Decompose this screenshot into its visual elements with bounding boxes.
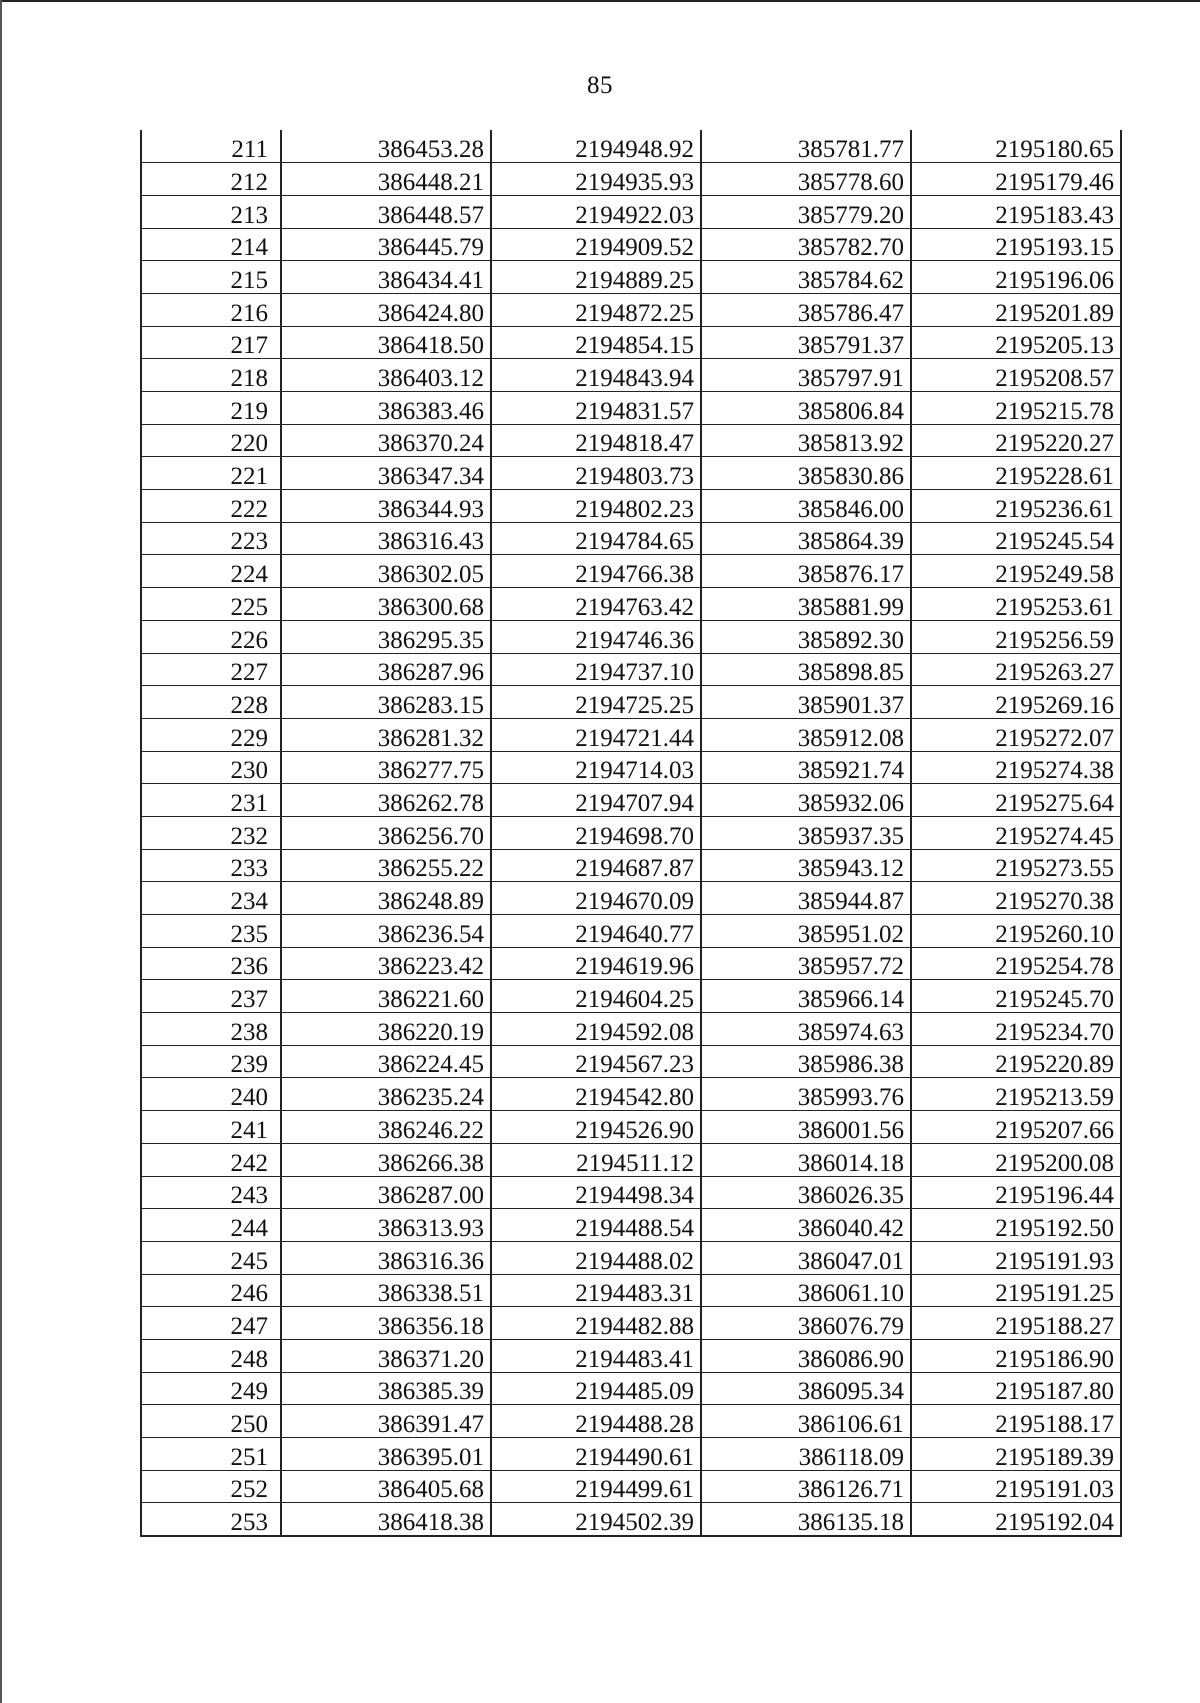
table-row — [141, 751, 1121, 784]
table-row — [141, 326, 1121, 359]
coordinate-cell: 385986.38 — [701, 1045, 911, 1078]
coordinate-cell: 386448.57 — [281, 195, 491, 228]
coordinate-cell: 2194784.65 — [491, 522, 701, 555]
point-number-cell: 231 — [141, 784, 281, 817]
coordinate-cell: 2194490.61 — [491, 1438, 701, 1471]
coordinate-cell: 2194488.54 — [491, 1209, 701, 1242]
coordinate-cell: 385966.14 — [701, 980, 911, 1013]
table-row — [141, 882, 1121, 915]
coordinate-cell: 2195205.13 — [911, 326, 1121, 359]
coordinate-cell: 2194766.38 — [491, 555, 701, 588]
coordinate-cell: 2194698.70 — [491, 816, 701, 849]
coordinate-cell: 2195187.80 — [911, 1372, 1121, 1405]
coordinate-cell: 386418.50 — [281, 326, 491, 359]
coordinate-cell: 386424.80 — [281, 293, 491, 326]
table-row — [141, 980, 1121, 1013]
coordinate-cell: 386448.21 — [281, 163, 491, 196]
coordinate-cell: 2195207.66 — [911, 1111, 1121, 1144]
coordinate-cell: 2194843.94 — [491, 359, 701, 392]
coordinate-cell: 385943.12 — [701, 849, 911, 882]
coordinate-cell: 2195186.90 — [911, 1339, 1121, 1372]
coordinate-cell: 2195236.61 — [911, 490, 1121, 523]
coordinate-cell: 386236.54 — [281, 915, 491, 948]
point-number-cell: 252 — [141, 1470, 281, 1503]
point-number-cell: 234 — [141, 882, 281, 915]
coordinate-cell: 2195191.03 — [911, 1470, 1121, 1503]
coordinate-cell: 2195188.27 — [911, 1307, 1121, 1340]
coordinate-cell: 385901.37 — [701, 686, 911, 719]
coordinate-cell: 2195192.50 — [911, 1209, 1121, 1242]
coordinate-cell: 2195274.45 — [911, 816, 1121, 849]
coordinate-cell: 2194488.28 — [491, 1405, 701, 1438]
table-row — [141, 588, 1121, 621]
coordinate-cell: 2194746.36 — [491, 620, 701, 653]
coordinate-cell: 385898.85 — [701, 653, 911, 686]
coordinate-cell: 2194803.73 — [491, 457, 701, 490]
table-row — [141, 359, 1121, 392]
coordinate-cell: 386014.18 — [701, 1143, 911, 1176]
coordinate-cell: 385876.17 — [701, 555, 911, 588]
point-number-cell: 230 — [141, 751, 281, 784]
coordinate-cell: 386277.75 — [281, 751, 491, 784]
coordinate-cell: 386040.42 — [701, 1209, 911, 1242]
coordinate-cell: 386300.68 — [281, 588, 491, 621]
coordinate-cell: 2195275.64 — [911, 784, 1121, 817]
coordinate-cell: 2195208.57 — [911, 359, 1121, 392]
point-number-cell: 226 — [141, 620, 281, 653]
table-row — [141, 1405, 1121, 1438]
point-number-cell: 237 — [141, 980, 281, 1013]
coordinate-cell: 2194483.41 — [491, 1339, 701, 1372]
coordinate-cell: 386026.35 — [701, 1176, 911, 1209]
coordinate-cell: 385786.47 — [701, 293, 911, 326]
coordinate-cell: 386445.79 — [281, 228, 491, 261]
coordinate-cell: 2195254.78 — [911, 947, 1121, 980]
coordinate-cell: 385781.77 — [701, 130, 911, 163]
coordinate-cell: 386220.19 — [281, 1013, 491, 1046]
point-number-cell: 247 — [141, 1307, 281, 1340]
coordinate-cell: 385937.35 — [701, 816, 911, 849]
point-number-cell: 253 — [141, 1503, 281, 1536]
table-row — [141, 1176, 1121, 1209]
point-number-cell: 240 — [141, 1078, 281, 1111]
coordinate-cell: 2195273.55 — [911, 849, 1121, 882]
table-row — [141, 915, 1121, 948]
coordinate-cell: 385892.30 — [701, 620, 911, 653]
coordinate-cell: 386248.89 — [281, 882, 491, 915]
table-row — [141, 947, 1121, 980]
table-row — [141, 1241, 1121, 1274]
coordinate-cell: 385782.70 — [701, 228, 911, 261]
point-number-cell: 217 — [141, 326, 281, 359]
coordinate-cell: 2195191.25 — [911, 1274, 1121, 1307]
table-row — [141, 228, 1121, 261]
point-number-cell: 229 — [141, 718, 281, 751]
coordinate-cell: 2194485.09 — [491, 1372, 701, 1405]
coordinate-cell: 2195213.59 — [911, 1078, 1121, 1111]
coordinate-cell: 2194948.92 — [491, 130, 701, 163]
coordinate-cell: 386316.36 — [281, 1241, 491, 1274]
point-number-cell: 244 — [141, 1209, 281, 1242]
table-row — [141, 1111, 1121, 1144]
coordinate-cell: 2195249.58 — [911, 555, 1121, 588]
coordinate-cell: 2195193.15 — [911, 228, 1121, 261]
coordinate-cell: 386405.68 — [281, 1470, 491, 1503]
coordinate-cell: 386255.22 — [281, 849, 491, 882]
coordinate-cell: 2195183.43 — [911, 195, 1121, 228]
coordinate-cell: 386302.05 — [281, 555, 491, 588]
coordinate-cell: 2194935.93 — [491, 163, 701, 196]
coordinate-cell: 385806.84 — [701, 392, 911, 425]
coordinate-cell: 2195263.27 — [911, 653, 1121, 686]
coordinate-cell: 385957.72 — [701, 947, 911, 980]
table-row — [141, 555, 1121, 588]
point-number-cell: 246 — [141, 1274, 281, 1307]
point-number-cell: 242 — [141, 1143, 281, 1176]
coordinate-cell: 2195256.59 — [911, 620, 1121, 653]
coordinate-cell: 386126.71 — [701, 1470, 911, 1503]
point-number-cell: 239 — [141, 1045, 281, 1078]
coordinate-cell: 386095.34 — [701, 1372, 911, 1405]
coordinate-cell: 2195196.06 — [911, 261, 1121, 294]
point-number-cell: 214 — [141, 228, 281, 261]
coordinate-cell: 2194499.61 — [491, 1470, 701, 1503]
coordinate-cell: 386283.15 — [281, 686, 491, 719]
coordinate-cell: 2195220.27 — [911, 424, 1121, 457]
coordinate-cell: 2194737.10 — [491, 653, 701, 686]
coordinate-cell: 2195269.16 — [911, 686, 1121, 719]
point-number-cell: 238 — [141, 1013, 281, 1046]
coordinate-cell: 385951.02 — [701, 915, 911, 948]
coordinate-cell: 386224.45 — [281, 1045, 491, 1078]
coordinate-cell: 2195228.61 — [911, 457, 1121, 490]
coordinate-cell: 386418.38 — [281, 1503, 491, 1536]
table-row — [141, 1339, 1121, 1372]
coordinate-cell: 2195196.44 — [911, 1176, 1121, 1209]
coordinate-cell: 2195179.46 — [911, 163, 1121, 196]
coordinate-cell: 386371.20 — [281, 1339, 491, 1372]
coordinate-cell: 386338.51 — [281, 1274, 491, 1307]
coordinate-cell: 2195260.10 — [911, 915, 1121, 948]
coordinate-cell: 386395.01 — [281, 1438, 491, 1471]
point-number-cell: 215 — [141, 261, 281, 294]
coordinate-cell: 2194763.42 — [491, 588, 701, 621]
point-number-cell: 245 — [141, 1241, 281, 1274]
point-number-cell: 251 — [141, 1438, 281, 1471]
coordinate-cell: 386287.96 — [281, 653, 491, 686]
coordinate-cell: 385993.76 — [701, 1078, 911, 1111]
table-row — [141, 424, 1121, 457]
coordinate-cell: 2195191.93 — [911, 1241, 1121, 1274]
coordinate-cell: 385779.20 — [701, 195, 911, 228]
coordinate-cell: 2194818.47 — [491, 424, 701, 457]
coordinate-cell: 386383.46 — [281, 392, 491, 425]
coordinate-cell: 2195192.04 — [911, 1503, 1121, 1536]
table-row — [141, 1143, 1121, 1176]
coordinate-cell: 386221.60 — [281, 980, 491, 1013]
coordinate-cell: 386356.18 — [281, 1307, 491, 1340]
coordinate-cell: 386246.22 — [281, 1111, 491, 1144]
coordinate-cell: 2195220.89 — [911, 1045, 1121, 1078]
point-number-cell: 219 — [141, 392, 281, 425]
coordinate-cell: 2194889.25 — [491, 261, 701, 294]
coordinate-cell: 386344.93 — [281, 490, 491, 523]
coordinate-cell: 386262.78 — [281, 784, 491, 817]
point-number-cell: 220 — [141, 424, 281, 457]
point-number-cell: 243 — [141, 1176, 281, 1209]
coordinate-cell: 2194526.90 — [491, 1111, 701, 1144]
point-number-cell: 249 — [141, 1372, 281, 1405]
table-row — [141, 392, 1121, 425]
table-row — [141, 1372, 1121, 1405]
table-row — [141, 1307, 1121, 1340]
coordinate-cell: 2194488.02 — [491, 1241, 701, 1274]
coordinate-cell: 2194854.15 — [491, 326, 701, 359]
page-number: 85 — [587, 72, 613, 99]
coordinate-cell: 2194640.77 — [491, 915, 701, 948]
coordinate-cell: 2194725.25 — [491, 686, 701, 719]
point-number-cell: 222 — [141, 490, 281, 523]
coordinate-cell: 2194542.80 — [491, 1078, 701, 1111]
coordinate-cell: 385784.62 — [701, 261, 911, 294]
point-number-cell: 235 — [141, 915, 281, 948]
coordinate-cell: 2195189.39 — [911, 1438, 1121, 1471]
coordinate-cell: 386235.24 — [281, 1078, 491, 1111]
table-row — [141, 1470, 1121, 1503]
point-number-cell: 213 — [141, 195, 281, 228]
table-row — [141, 620, 1121, 653]
point-number-cell: 216 — [141, 293, 281, 326]
coordinate-cell: 2195215.78 — [911, 392, 1121, 425]
coordinate-cell: 386313.93 — [281, 1209, 491, 1242]
coordinate-cell: 386385.39 — [281, 1372, 491, 1405]
coordinate-cell: 385881.99 — [701, 588, 911, 621]
table-row — [141, 293, 1121, 326]
coordinate-cell: 2195245.70 — [911, 980, 1121, 1013]
coordinate-cell: 2194802.23 — [491, 490, 701, 523]
coordinate-cell: 2194502.39 — [491, 1503, 701, 1536]
point-number-cell: 224 — [141, 555, 281, 588]
point-number-cell: 236 — [141, 947, 281, 980]
coordinate-cell: 385813.92 — [701, 424, 911, 457]
point-number-cell: 225 — [141, 588, 281, 621]
coordinate-cell: 386453.28 — [281, 130, 491, 163]
table-row — [141, 1045, 1121, 1078]
coordinate-cell: 386266.38 — [281, 1143, 491, 1176]
coordinate-cell: 2194511.12 — [491, 1143, 701, 1176]
coordinate-cell: 386403.12 — [281, 359, 491, 392]
coordinate-cell: 385932.06 — [701, 784, 911, 817]
table-row — [141, 784, 1121, 817]
table-row — [141, 490, 1121, 523]
coordinate-cell: 2195234.70 — [911, 1013, 1121, 1046]
table-row — [141, 718, 1121, 751]
coordinate-cell: 2194687.87 — [491, 849, 701, 882]
coordinate-cell: 386135.18 — [701, 1503, 911, 1536]
coordinate-cell: 385846.00 — [701, 490, 911, 523]
coordinate-cell: 385864.39 — [701, 522, 911, 555]
coordinate-cell: 2195274.38 — [911, 751, 1121, 784]
table-row — [141, 816, 1121, 849]
scan-border-top — [0, 0, 1200, 2]
coordinate-cell: 386106.61 — [701, 1405, 911, 1438]
coordinate-cell: 386086.90 — [701, 1339, 911, 1372]
coordinate-cell: 2194604.25 — [491, 980, 701, 1013]
coordinate-cell: 385912.08 — [701, 718, 911, 751]
table-row — [141, 163, 1121, 196]
table-row — [141, 130, 1121, 163]
point-number-cell: 233 — [141, 849, 281, 882]
coordinate-cell: 386047.01 — [701, 1241, 911, 1274]
table-row — [141, 849, 1121, 882]
coordinate-cell: 2195201.89 — [911, 293, 1121, 326]
coordinate-cell: 2195200.08 — [911, 1143, 1121, 1176]
scan-border-left — [0, 0, 2, 1703]
coordinate-cell: 385778.60 — [701, 163, 911, 196]
coordinate-cell: 386256.70 — [281, 816, 491, 849]
table-row — [141, 1013, 1121, 1046]
coordinate-cell: 2195180.65 — [911, 130, 1121, 163]
coordinate-cell: 2194831.57 — [491, 392, 701, 425]
coordinate-cell: 2195270.38 — [911, 882, 1121, 915]
coordinate-cell: 385974.63 — [701, 1013, 911, 1046]
coordinate-cell: 385791.37 — [701, 326, 911, 359]
coordinate-cell: 2194483.31 — [491, 1274, 701, 1307]
point-number-cell: 218 — [141, 359, 281, 392]
point-number-cell: 250 — [141, 1405, 281, 1438]
coordinate-cell: 386223.42 — [281, 947, 491, 980]
coordinate-cell: 385944.87 — [701, 882, 911, 915]
coordinate-cell: 386347.34 — [281, 457, 491, 490]
coordinate-cell: 2194872.25 — [491, 293, 701, 326]
coordinate-cell: 2195272.07 — [911, 718, 1121, 751]
coordinate-cell: 386118.09 — [701, 1438, 911, 1471]
coordinate-cell: 2194482.88 — [491, 1307, 701, 1340]
coordinate-cell: 386281.32 — [281, 718, 491, 751]
coordinate-cell: 2194592.08 — [491, 1013, 701, 1046]
coordinate-cell: 386061.10 — [701, 1274, 911, 1307]
coordinate-cell: 386316.43 — [281, 522, 491, 555]
point-number-cell: 248 — [141, 1339, 281, 1372]
coordinate-cell: 385921.74 — [701, 751, 911, 784]
coordinate-cell: 2194909.52 — [491, 228, 701, 261]
coordinate-cell: 2195253.61 — [911, 588, 1121, 621]
coordinates-table — [140, 130, 1122, 1537]
table-row — [141, 1209, 1121, 1242]
coordinate-cell: 386295.35 — [281, 620, 491, 653]
table-row — [141, 1078, 1121, 1111]
table-row — [141, 1438, 1121, 1471]
coordinate-cell: 2194714.03 — [491, 751, 701, 784]
table-body — [141, 130, 1121, 1536]
coordinate-cell: 2194498.34 — [491, 1176, 701, 1209]
coordinate-cell: 386287.00 — [281, 1176, 491, 1209]
table-row — [141, 195, 1121, 228]
coordinate-cell: 386001.56 — [701, 1111, 911, 1144]
point-number-cell: 221 — [141, 457, 281, 490]
coordinate-cell: 2194670.09 — [491, 882, 701, 915]
coordinate-cell: 386370.24 — [281, 424, 491, 457]
coordinate-cell: 2195188.17 — [911, 1405, 1121, 1438]
coordinate-cell: 386434.41 — [281, 261, 491, 294]
coordinate-cell: 2194619.96 — [491, 947, 701, 980]
coordinate-cell: 2194922.03 — [491, 195, 701, 228]
table-row — [141, 1503, 1121, 1536]
coordinate-cell: 385797.91 — [701, 359, 911, 392]
table-row — [141, 522, 1121, 555]
point-number-cell: 211 — [141, 130, 281, 163]
point-number-cell: 223 — [141, 522, 281, 555]
point-number-cell: 212 — [141, 163, 281, 196]
point-number-cell: 227 — [141, 653, 281, 686]
coordinate-cell: 385830.86 — [701, 457, 911, 490]
point-number-cell: 241 — [141, 1111, 281, 1144]
coordinate-cell: 2195245.54 — [911, 522, 1121, 555]
coordinate-cell: 2194707.94 — [491, 784, 701, 817]
table-row — [141, 457, 1121, 490]
coordinate-cell: 2194721.44 — [491, 718, 701, 751]
coordinate-cell: 2194567.23 — [491, 1045, 701, 1078]
table-row — [141, 261, 1121, 294]
coordinate-cell: 386391.47 — [281, 1405, 491, 1438]
table-row — [141, 653, 1121, 686]
coordinate-cell: 386076.79 — [701, 1307, 911, 1340]
point-number-cell: 228 — [141, 686, 281, 719]
table-row — [141, 686, 1121, 719]
table-row — [141, 1274, 1121, 1307]
point-number-cell: 232 — [141, 816, 281, 849]
